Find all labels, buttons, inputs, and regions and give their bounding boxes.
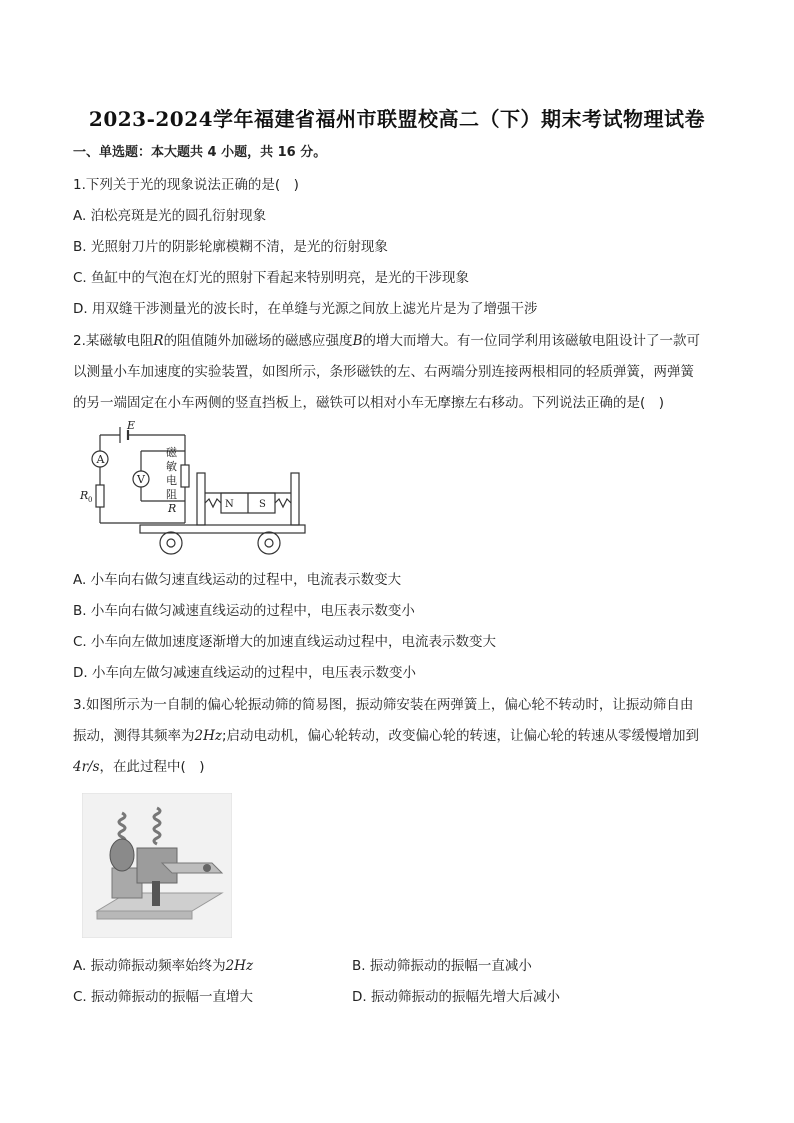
q1-option-a: A. 泊松亮斑是光的圆孔衍射现象 (73, 208, 267, 224)
magnet-s: S (259, 499, 266, 510)
label-r0-sub: 0 (88, 496, 93, 504)
label-e: E (127, 421, 136, 432)
q3-speed: 4r/s (73, 759, 100, 775)
q3-stem-line2 (73, 726, 699, 746)
q3-text: ，在此过程中( ) (99, 759, 205, 775)
magnet-n: N (225, 499, 234, 510)
q2-option-d: D. 小车向左做匀减速直线运动的过程中，电压表示数变小 (73, 665, 416, 681)
paper-title: 2023-2024学年福建省福州市联盟校高二（下）期末考试物理试卷 (88, 107, 706, 131)
resistor-char-3: 电 (166, 474, 177, 487)
resistor-char-1: 磁 (166, 446, 177, 459)
q1-stem: 1.下列关于光的现象说法正确的是( ) (73, 177, 299, 193)
q2-stem-line3: 的另一端固定在小车两侧的竖直挡板上，磁铁可以相对小车无摩擦左右移动。下列说法正确的是( ) (73, 395, 665, 411)
q2-option-b: B. 小车向右做匀减速直线运动的过程中，电压表示数变小 (73, 603, 415, 619)
q1-option-c: C. 鱼缸中的气泡在灯光的照射下看起来特别明亮，是光的干涉现象 (73, 270, 470, 286)
label-r0: R (80, 489, 89, 502)
resistor-char-4: 阻 (166, 488, 177, 501)
q3-freq: 2Hz (194, 728, 222, 744)
q2-text: 的增大而增大。有一位同学利用该磁敏电阻设计了一款可 (362, 333, 700, 349)
q3-stem-line1: 3.如图所示为一自制的偏心轮振动筛的简易图，振动筛安装在两弹簧上，偏心轮不转动时，让振动筛自由 (73, 697, 694, 713)
section-heading: 一、单选题：本大题共 4 小题，共 16 分。 (73, 145, 327, 160)
q3-text: 振动，测得其频率为 (73, 728, 195, 744)
resistor-char-2: 敏 (166, 460, 177, 473)
q2-stem-line1 (73, 331, 700, 351)
q2-var-r: R (153, 333, 164, 349)
q2-circuit-figure (75, 421, 315, 561)
q2-option-a: A. 小车向右做匀速直线运动的过程中，电流表示数变大 (73, 572, 402, 588)
q1-option-d: D. 用双缝干涉测量光的波长时，在单缝与光源之间放上滤光片是为了增强干涉 (73, 301, 538, 317)
q3-option-a (73, 956, 253, 976)
q3-option-c: C. 振动筛振动的振幅一直增大 (73, 989, 254, 1005)
q3-option-a-value: 2Hz (225, 958, 254, 974)
ammeter-symbol: A (96, 453, 105, 466)
q1-option-b: B. 光照射刀片的阴影轮廓模糊不清，是光的衍射现象 (73, 239, 388, 255)
q2-text: 的阻值随外加磁场的磁感应强度 (163, 333, 353, 349)
q2-var-b: B (352, 333, 363, 349)
q3-text: ;启动电动机，偏心轮转动，改变偏心轮的转速，让偏心轮的转速从零缓慢增加到 (221, 728, 700, 744)
q3-stem-line3 (73, 757, 205, 777)
q2-text: 2.某磁敏电阻 (73, 333, 154, 349)
voltmeter-symbol: V (137, 473, 145, 486)
q3-option-b: B. 振动筛振动的振幅一直减小 (352, 958, 532, 974)
q2-stem-line2: 以测量小车加速度的实验装置，如图所示，条形磁铁的左、右两端分别连接两根相同的轻质弹簧，两弹簧 (73, 364, 694, 380)
label-r: R (168, 502, 177, 515)
q2-option-c: C. 小车向左做加速度逐渐增大的加速直线运动过程中，电流表示数变大 (73, 634, 497, 650)
q3-vibrating-screen-image (82, 793, 232, 938)
q3-option-a-text: A. 振动筛振动频率始终为 (73, 958, 226, 974)
q3-option-d: D. 振动筛振动的振幅先增大后减小 (352, 989, 560, 1005)
